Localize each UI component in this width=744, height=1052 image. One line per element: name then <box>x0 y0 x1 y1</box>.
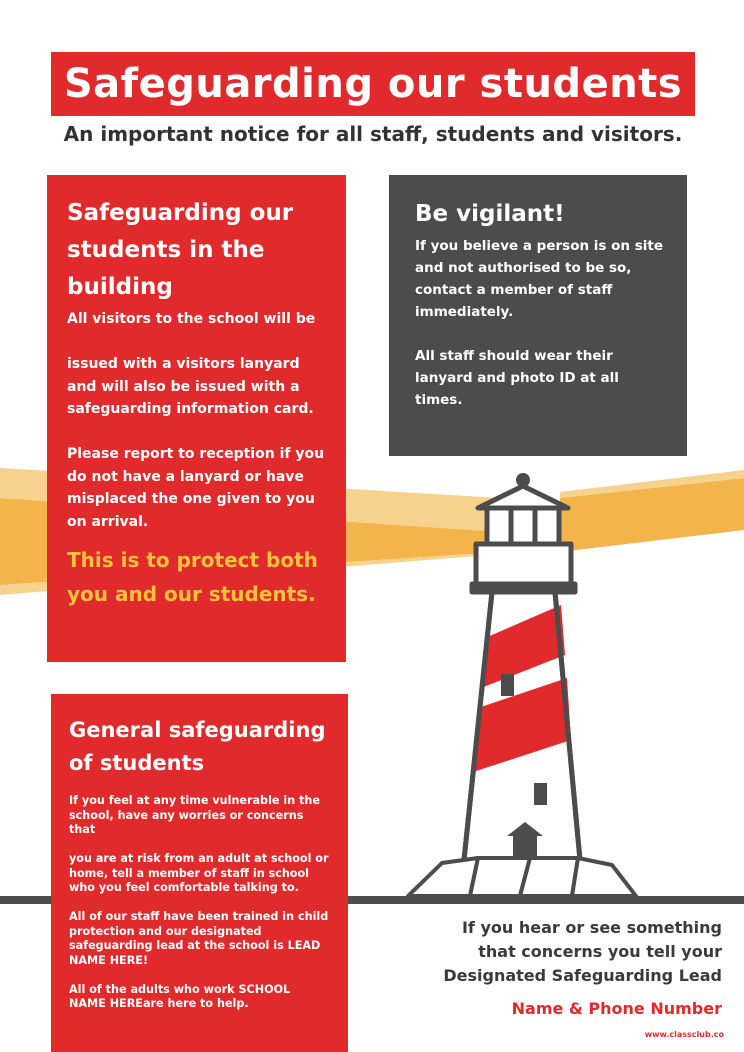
page-subtitle: An important notice for all staff, students and visitors. <box>63 122 683 146</box>
vigilant-panel <box>389 175 687 456</box>
building-panel-emphasis: This is to protect both you and our students. <box>67 548 318 606</box>
vigilant-panel-heading: Be vigilant! <box>415 201 565 227</box>
general-panel-heading: General safeguarding of students <box>69 718 326 775</box>
page-title: Safeguarding our students <box>63 61 683 107</box>
general-safeguarding-panel <box>51 694 348 1052</box>
lighthouse-icon <box>360 460 744 920</box>
contact-name-phone: Name & Phone Number <box>511 999 722 1018</box>
vigilant-panel-body: If you believe a person is on site and not authorised to be so, contact a member of staff immediately. All staff should wear their lanyard and photo ID at all times. <box>415 238 663 408</box>
building-panel-body: All visitors to the school will be issued with a visitors lanyard and will also be issued with a safeguarding information card. Please report to reception if you do not have a lanyard or have misplaced the one given to you on arrival. <box>67 311 325 530</box>
title-banner <box>51 52 695 116</box>
general-panel-body: If you feel at any time vulnerable in the school, have any worries or concerns that you are at risk from an adult at school or home, tell a member of staff in school who you feel comfortable talking to. All of our staff have been trained in child protection and our designated safeguarding lead at the school is LEAD NAME HERE! All of the adults who work SCHOOL NAME HEREare here to help. <box>69 794 329 1010</box>
building-safeguarding-panel <box>47 175 346 662</box>
building-panel-heading: Safeguarding our students in the building <box>67 200 294 300</box>
concern-message: If you hear or see something that concerns you tell your Designated Safeguarding Lead <box>443 918 722 985</box>
website-link[interactable]: www.classclub.co <box>644 1030 724 1039</box>
